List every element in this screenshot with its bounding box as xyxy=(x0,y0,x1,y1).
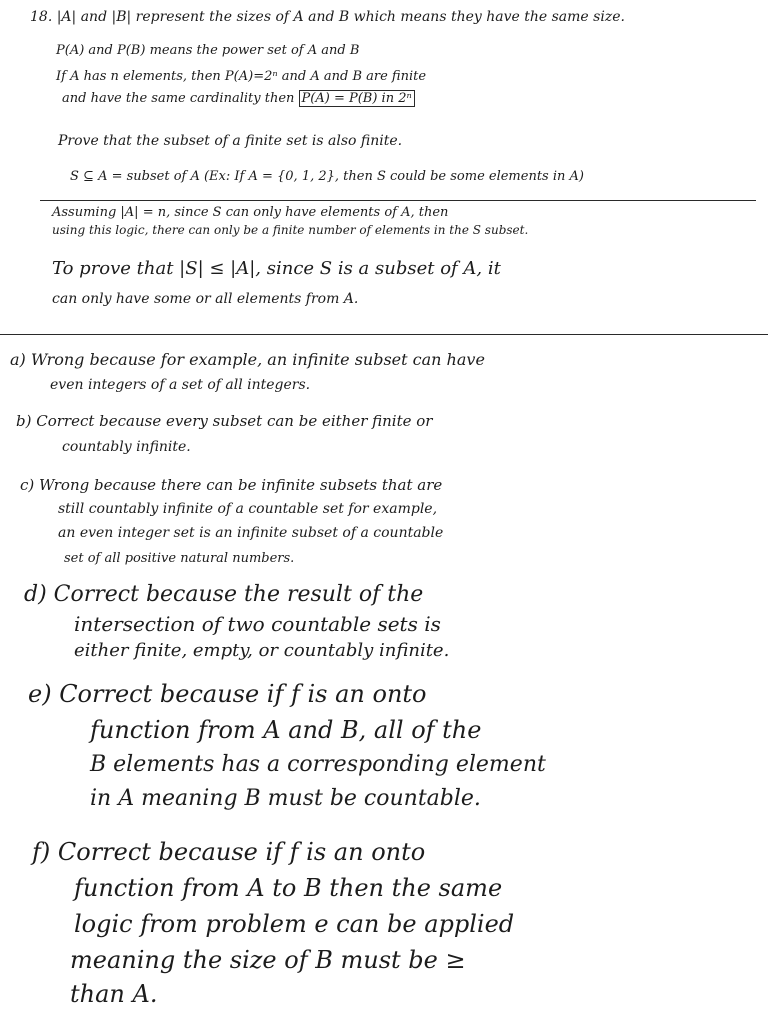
divider-1 xyxy=(40,200,756,201)
proof-line-3: To prove that |S| ≤ |A|, since S is a subset of A, it xyxy=(52,258,501,279)
answer-f-line-2: function from A to B then the same xyxy=(74,874,503,902)
header-line-1: 18. |A| and |B| represent the sizes of A and B which means they have the same size. xyxy=(30,9,625,25)
answer-a-line-1: a) Wrong because for example, an infinite subset can have xyxy=(10,350,485,369)
answer-e-line-1: e) Correct because if f is an onto xyxy=(28,680,427,708)
answer-d-line-2: intersection of two countable sets is xyxy=(74,612,441,636)
answer-f-line-1: f) Correct because if f is an onto xyxy=(32,838,426,866)
boxed-result: P(A) = P(B) in 2ⁿ xyxy=(299,90,415,107)
header-line-4 xyxy=(62,92,415,105)
proof-line-1: Assuming |A| = n, since S can only have elements of A, then xyxy=(52,205,449,220)
answer-e-line-3: B elements has a corresponding element xyxy=(90,752,546,777)
answer-d-line-1: d) Correct because the result of the xyxy=(24,582,424,607)
answer-e-line-4: in A meaning B must be countable. xyxy=(90,786,481,811)
header-line-5: Prove that the subset of a finite set is also finite. xyxy=(58,133,403,149)
header-line-4-text: and have the same cardinality then xyxy=(62,91,295,106)
answer-a-line-2: even integers of a set of all integers. xyxy=(50,377,311,393)
divider-2 xyxy=(0,334,768,335)
header-line-2: P(A) and P(B) means the power set of A and B xyxy=(56,43,360,58)
answer-f-line-5: than A. xyxy=(70,980,158,1008)
answer-e-line-2: function from A and B, all of the xyxy=(90,716,482,744)
answer-c-line-1: c) Wrong because there can be infinite subsets that are xyxy=(20,476,443,494)
answer-c-line-3: an even integer set is an infinite subset of a countable xyxy=(58,525,444,541)
answer-c-line-4: set of all positive natural numbers. xyxy=(64,551,295,566)
answer-b-line-1: b) Correct because every subset can be either finite or xyxy=(16,412,433,430)
answer-f-line-3: logic from problem e can be applied xyxy=(74,910,515,938)
answer-b-line-2: countably infinite. xyxy=(62,439,191,455)
answer-c-line-2: still countably infinite of a countable set for example, xyxy=(58,501,438,517)
answer-f-line-4: meaning the size of B must be ≥ xyxy=(70,946,466,974)
proof-line-4: can only have some or all elements from A. xyxy=(52,291,359,307)
header-line-3: If A has n elements, then P(A)=2ⁿ and A and B are finite xyxy=(56,69,427,84)
answer-d-line-3: either finite, empty, or countably infinite. xyxy=(74,640,450,661)
header-line-6: S ⊆ A = subset of A (Ex: If A = {0, 1, 2}, then S could be some elements in A) xyxy=(70,169,584,184)
proof-line-2: using this logic, there can only be a finite number of elements in the S subset. xyxy=(52,223,529,237)
